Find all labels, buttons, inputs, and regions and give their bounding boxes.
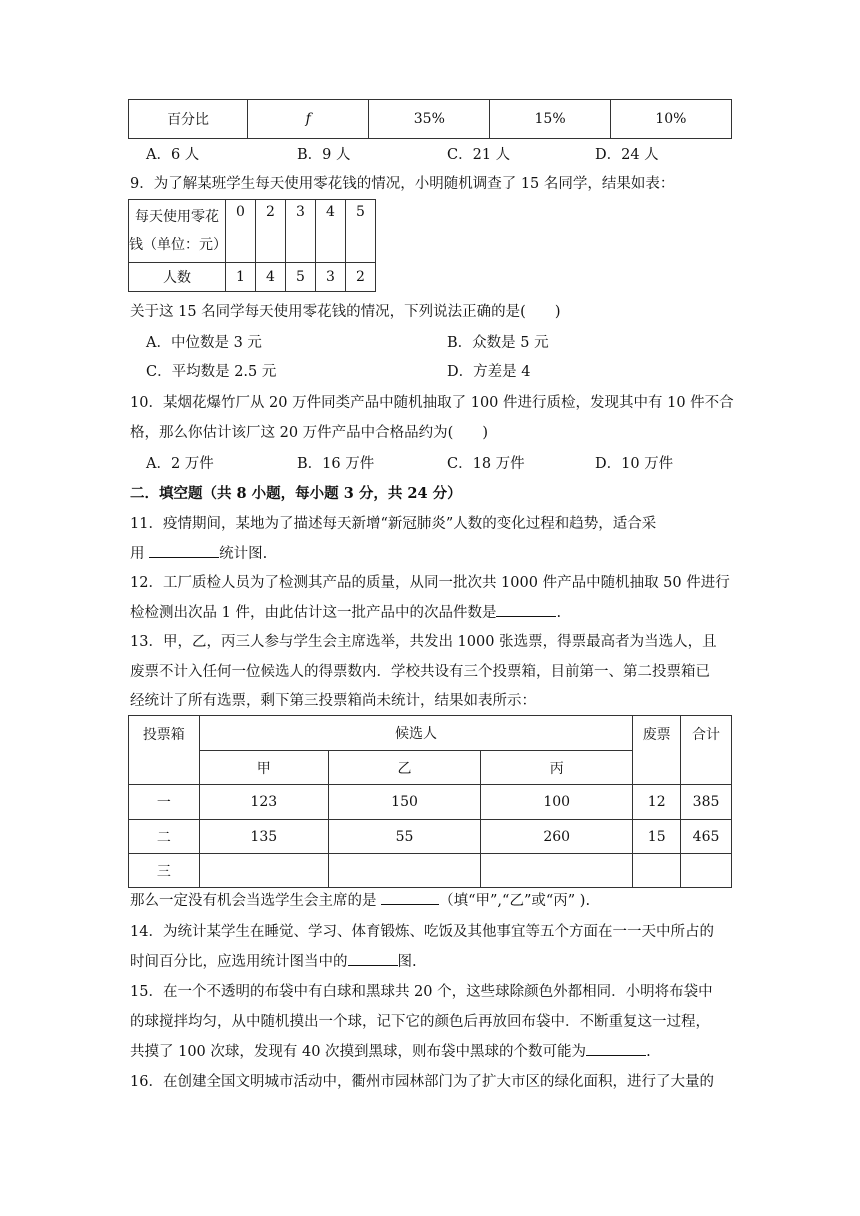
vote-row-c: [481, 854, 633, 888]
q14-line2: [130, 950, 417, 971]
q9-header-value: 5: [346, 200, 376, 263]
q15-line2: 的球搅拌均匀，从中随机摸出一个球，记下它的颜色后再放回布袋中．不断重复这一过程，: [130, 1014, 710, 1030]
percent-row-label: 百分比: [129, 100, 248, 139]
q9-row-value: 2: [346, 263, 376, 292]
q8-option-c: C．21 人: [447, 147, 511, 163]
q9-header-value: 3: [286, 200, 316, 263]
vote-row-invalid: 12: [633, 785, 681, 820]
q9-table: [128, 199, 376, 292]
q9-header-label: [129, 200, 226, 263]
q9-row-value: 1: [226, 263, 256, 292]
percent-cell: f: [248, 100, 369, 139]
percent-cell: 10%: [610, 100, 731, 139]
q9-stem: 9．为了解某班学生每天使用零花钱的情况，小明随机调查了 15 名同学，结果如表：: [130, 176, 675, 192]
q10-option-c: C．18 万件: [447, 456, 525, 472]
vote-col-box: 投票箱: [129, 716, 200, 785]
q9-row-value: 5: [286, 263, 316, 292]
q9-header-value: 0: [226, 200, 256, 263]
q10-option-d: D．10 万件: [595, 456, 674, 472]
q13-answer-blank[interactable]: [381, 890, 439, 905]
q10-line1: 10．某烟花爆竹厂从 20 万件同类产品中随机抽取了 100 件进行质检，发现其中有 10 件不合: [130, 395, 734, 411]
q9-question: 关于这 15 名同学每天使用零花钱的情况，下列说法正确的是( ): [130, 304, 561, 320]
vote-col-candidates: 候选人: [199, 716, 633, 751]
percent-table: [128, 99, 732, 139]
q12-line2-post: .: [556, 605, 562, 621]
vote-row-box: 二: [129, 820, 200, 854]
vote-row-total: 385: [681, 785, 732, 820]
q12-line2: [130, 601, 561, 622]
q8-option-d: D．24 人: [595, 147, 659, 163]
q8-option-b: B．9 人: [297, 147, 351, 163]
q16-line1: 16．在创建全国文明城市活动中，衢州市园林部门为了扩大市区的绿化面积，进行了大量的: [130, 1074, 714, 1090]
section-title: 二．填空题（共 8 小题，每小题 3 分，共 24 分）: [130, 485, 462, 502]
q13-after: [130, 889, 590, 910]
vote-row-c: 100: [481, 785, 633, 820]
q12-answer-blank[interactable]: [496, 602, 556, 617]
percent-cell: 35%: [369, 100, 490, 139]
q10-line2: 格，那么你估计该厂这 20 万件产品中合格品约为( ): [130, 425, 488, 441]
q9-row-value: 4: [256, 263, 286, 292]
q11-line1: 11．疫情期间，某地为了描述每天新增“新冠肺炎”人数的变化过程和趋势，适合采: [130, 516, 657, 532]
q9-option-a: A．中位数是 3 元: [146, 335, 262, 351]
q11-line2-post: 统计图.: [219, 546, 268, 562]
q13-line3: 经统计了所有选票，剩下第三投票箱尚未统计，结果如表所示：: [130, 693, 536, 709]
vote-row-b: [328, 854, 480, 888]
vote-row-a: 135: [199, 820, 328, 854]
q13-line1: 13．甲，乙，丙三人参与学生会主席选举，共发出 1000 张选票，得票最高者为当选人，且: [130, 634, 717, 650]
q9-header-value: 2: [256, 200, 286, 263]
vote-row-invalid: 15: [633, 820, 681, 854]
vote-row-total: 465: [681, 820, 732, 854]
q9-row-label: 人数: [129, 263, 226, 292]
q9-option-c: C．平均数是 2.5 元: [146, 364, 277, 380]
vote-row-b: 150: [328, 785, 480, 820]
q11-answer-blank[interactable]: [149, 543, 219, 558]
q11-line2: [130, 542, 267, 563]
q9-row-value: 3: [316, 263, 346, 292]
vote-row-invalid: [633, 854, 681, 888]
vote-candidate-b: 乙: [328, 751, 480, 785]
q13-after-post: （填“甲”,“乙”或“丙” ).: [439, 893, 591, 909]
vote-row-total: [681, 854, 732, 888]
vote-row-b: 55: [328, 820, 480, 854]
q15-line3: [130, 1040, 651, 1061]
vote-col-invalid: 废票: [633, 716, 681, 785]
q15-line3-pre: 共摸了 100 次球，发现有 40 次摸到黑球，则布袋中黑球的个数可能为: [130, 1044, 587, 1060]
q8-option-a: A．6 人: [146, 147, 200, 163]
q12-line2-pre: 检检测出次品 1 件，由此估计这一批产品中的次品件数是: [130, 605, 497, 621]
q10-option-b: B．16 万件: [297, 456, 375, 472]
vote-row-a: 123: [199, 785, 328, 820]
q15-line1: 15．在一个不透明的布袋中有白球和黑球共 20 个，这些球除颜色外都相同．小明将布袋中: [130, 984, 713, 1000]
vote-candidate-c: 丙: [481, 751, 633, 785]
vote-row-c: 260: [481, 820, 633, 854]
vote-row-a: [199, 854, 328, 888]
vote-row-box: 一: [129, 785, 200, 820]
q9-header-label-line1: 每天使用零花: [135, 209, 219, 225]
q14-line2-pre: 时间百分比，应选用统计图当中的: [130, 954, 348, 970]
q15-answer-blank[interactable]: [586, 1041, 646, 1056]
q9-header-value: 4: [316, 200, 346, 263]
q14-line1: 14．为统计某学生在睡觉、学习、体育锻炼、吃饭及其他事宜等五个方面在一一天中所占的: [130, 924, 714, 940]
q9-header-label-line2: 钱（单位：元）: [129, 237, 227, 253]
q10-option-a: A．2 万件: [146, 456, 214, 472]
vote-table: [128, 715, 732, 888]
q9-option-d: D．方差是 4: [447, 364, 531, 380]
q14-answer-blank[interactable]: [348, 951, 398, 966]
q13-line2: 废票不计入任何一位候选人的得票数内．学校共设有三个投票箱，目前第一、第二投票箱已: [130, 664, 710, 680]
q12-line1: 12．工厂质检人员为了检测其产品的质量，从同一批次共 1000 件产品中随机抽取 50 件进行: [130, 575, 730, 591]
q13-after-pre: 那么一定没有机会当选学生会主席的是: [130, 893, 382, 909]
vote-candidate-a: 甲: [199, 751, 328, 785]
q11-line2-pre: 用: [130, 546, 150, 562]
q15-line3-post: .: [646, 1044, 651, 1060]
percent-cell: 15%: [490, 100, 610, 139]
q14-line2-post: 图.: [397, 954, 417, 970]
vote-row-box: 三: [129, 854, 200, 888]
vote-col-total: 合计: [681, 716, 732, 785]
q9-option-b: B．众数是 5 元: [447, 335, 549, 351]
